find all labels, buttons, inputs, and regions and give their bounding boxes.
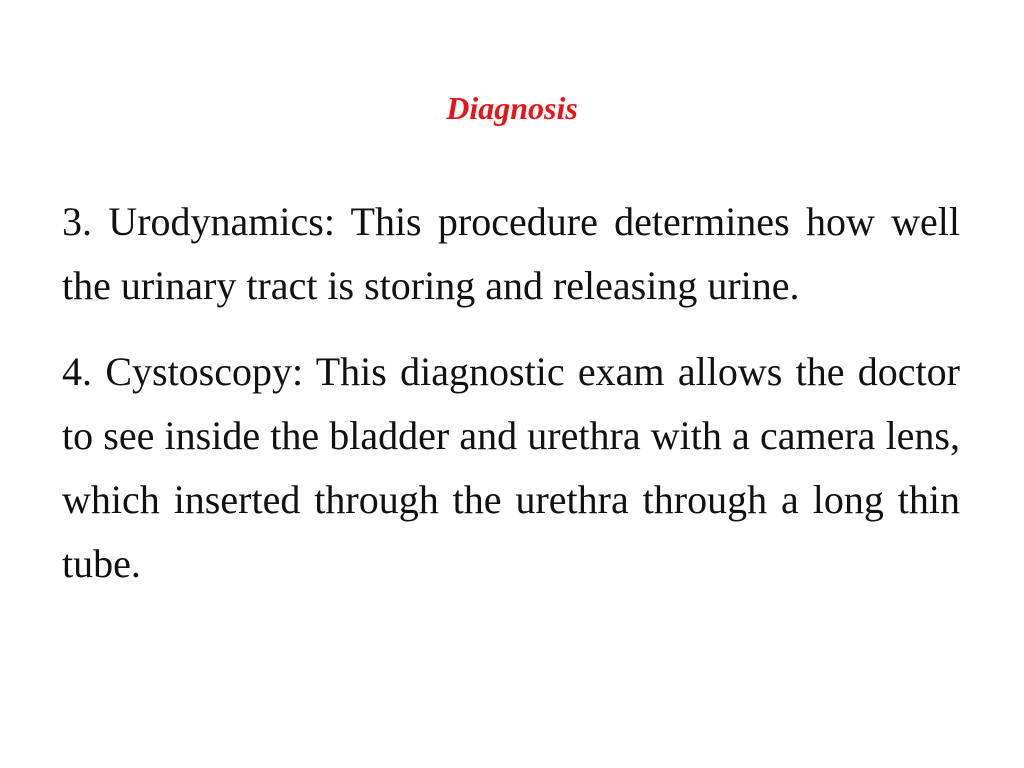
- slide-body: [62, 190, 960, 596]
- paragraph-urodynamics: 3. Urodynamics: This procedure determines how well the urinary tract is storing and releasing urine.: [62, 199, 960, 308]
- paragraph-cystoscopy: 4. Cystoscopy: This diagnostic exam allows the doctor to see inside the bladder and urethra with a camera lens, which inserted through the urethra through a long thin tube.: [62, 349, 960, 586]
- slide-title: Diagnosis: [446, 90, 578, 126]
